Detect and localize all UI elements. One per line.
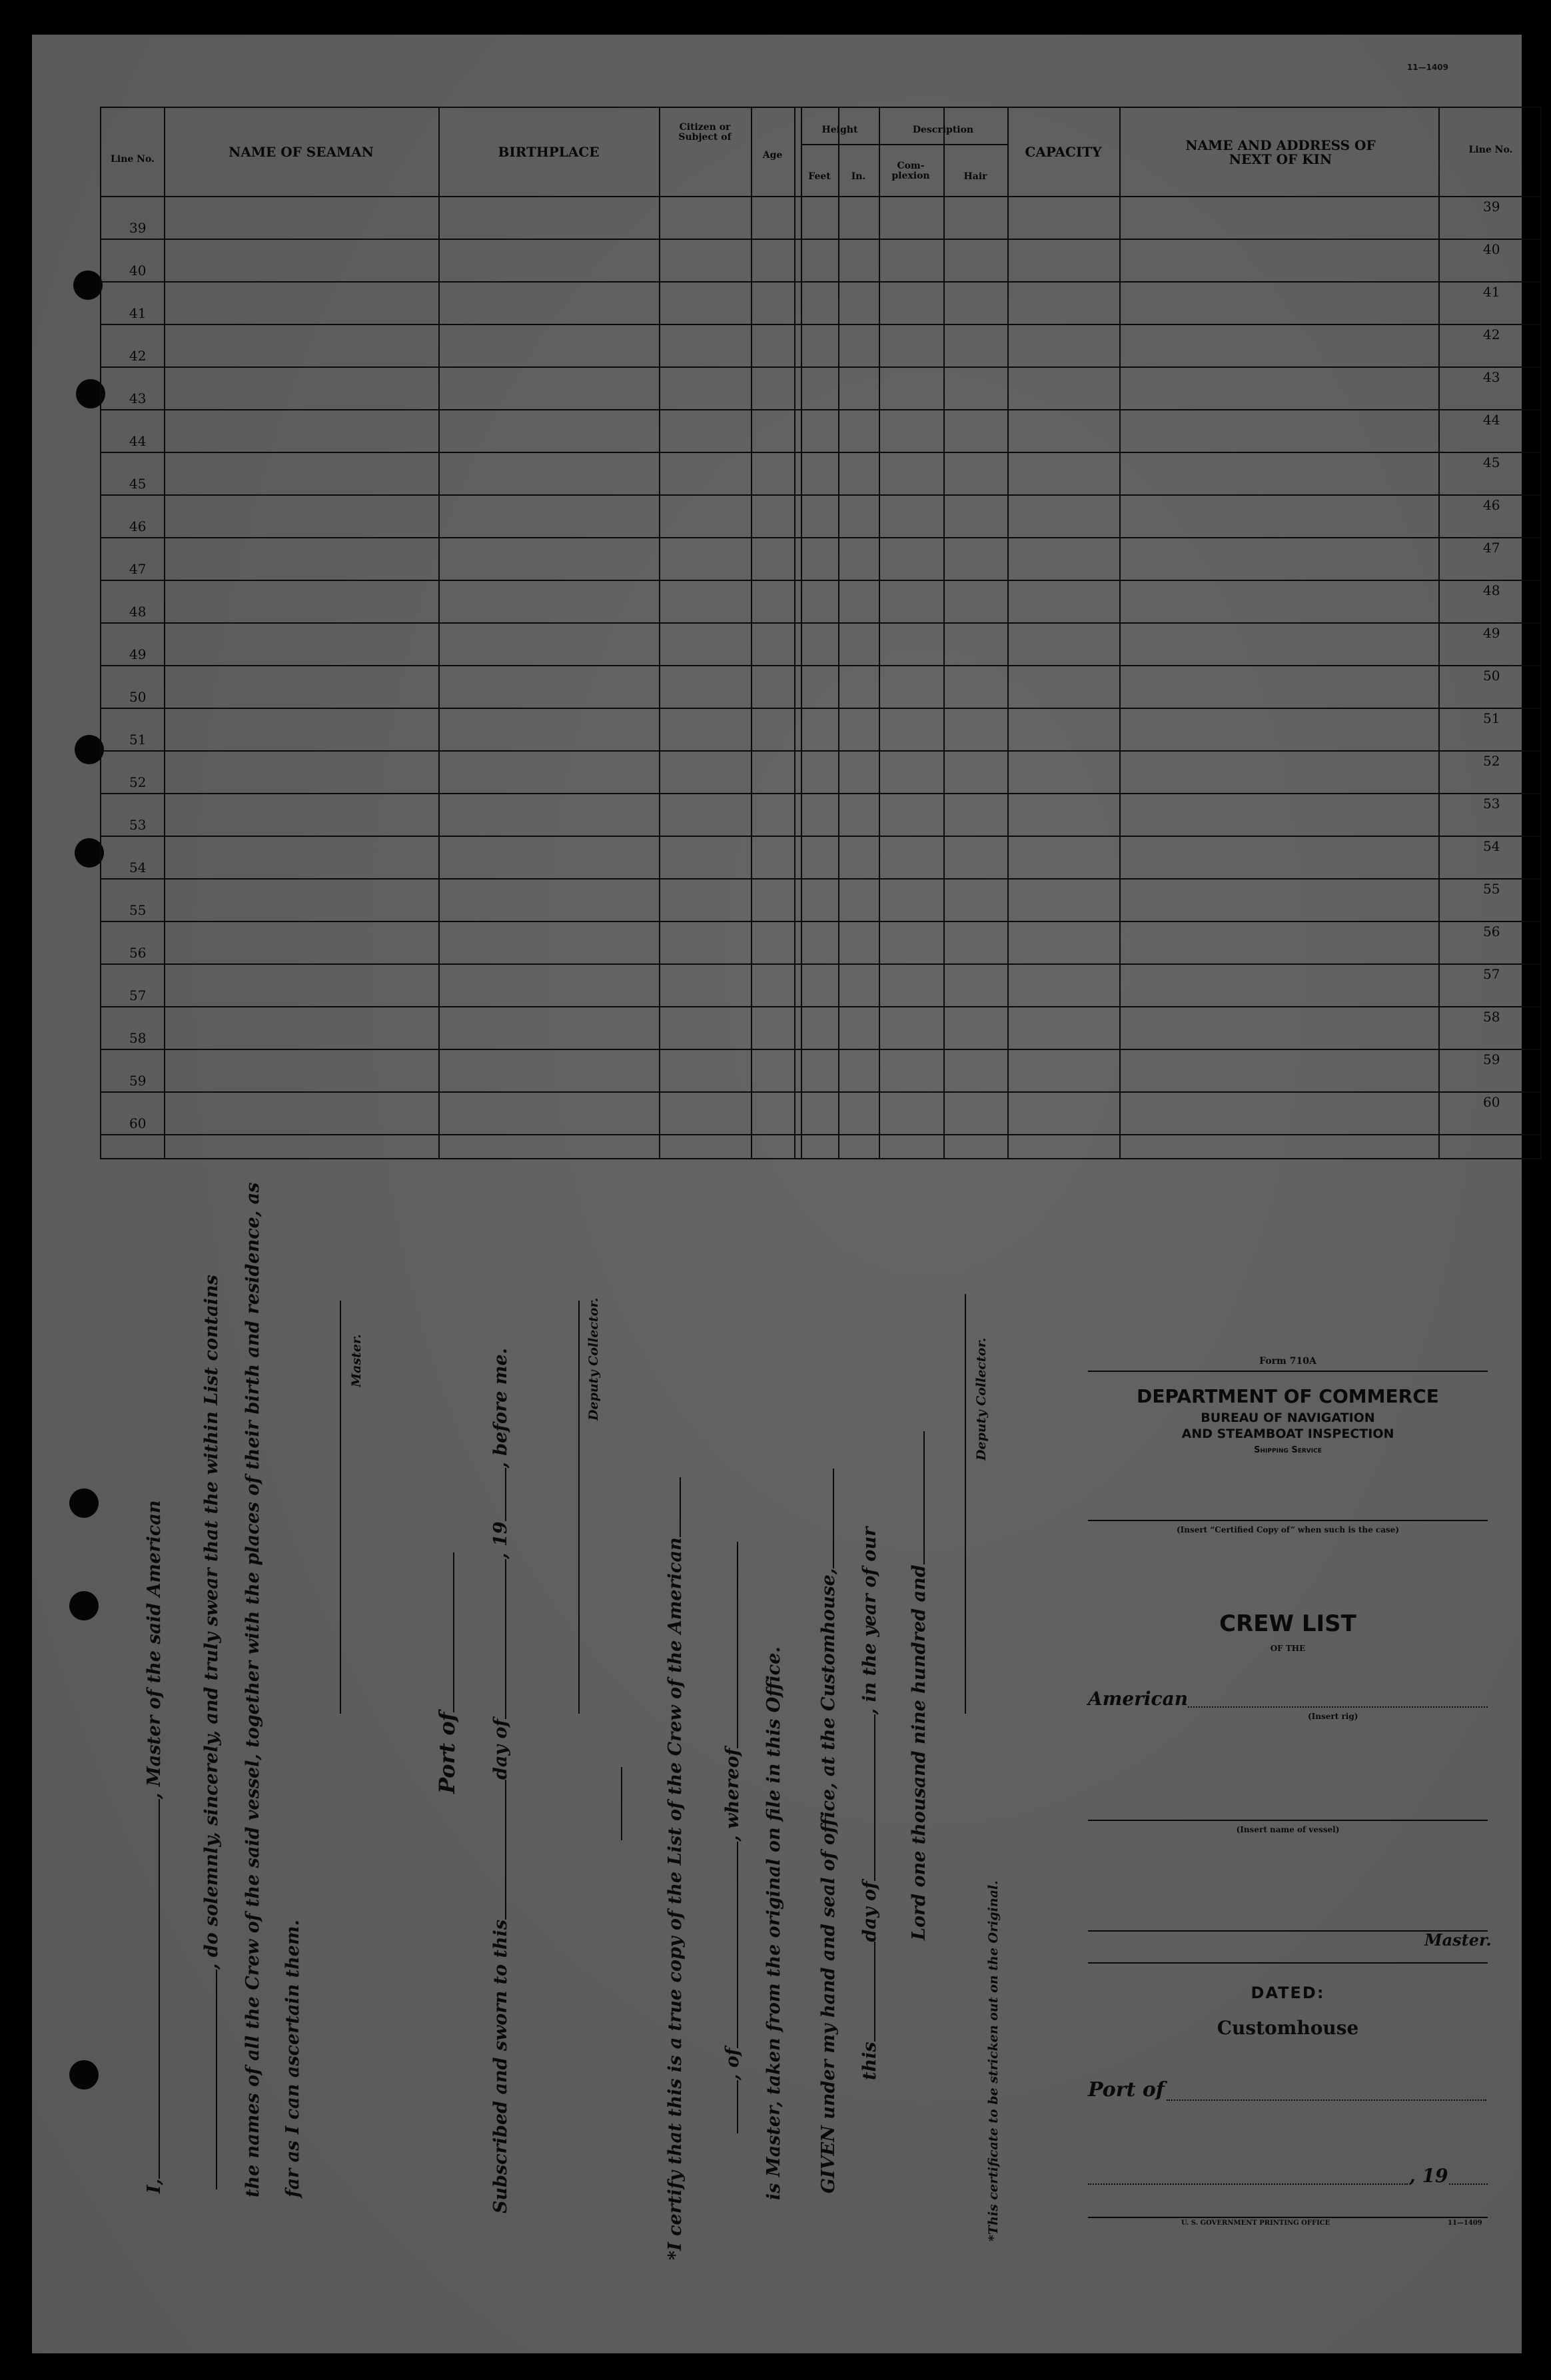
header-feet: Feet <box>808 171 831 182</box>
line-number-right: 42 <box>1483 326 1500 342</box>
date-line <box>1088 2183 1408 2185</box>
header-name-of-seaman: NAME OF SEAMAN <box>229 144 374 160</box>
line-number-right: 48 <box>1483 582 1500 598</box>
table-row <box>101 580 1540 581</box>
line-number-right: 44 <box>1483 412 1500 428</box>
certificate-footnote: *This certificate to be stricken out on the Original. <box>986 1880 1001 2241</box>
line-number-right: 60 <box>1483 1094 1500 1110</box>
port-of-right-line <box>1167 2099 1486 2101</box>
oath-line-1 <box>144 1500 165 2193</box>
deputy-collector-label-2: Deputy Collector. <box>974 1337 989 1461</box>
seal-line <box>621 1767 622 1840</box>
line-number-left: 54 <box>129 860 147 876</box>
line-number-left: 55 <box>129 902 147 918</box>
rig-line <box>1188 1706 1488 1708</box>
printer-label: U. S. GOVERNMENT PRINTING OFFICE <box>1181 2219 1330 2227</box>
certified-copy-line <box>1088 1520 1488 1521</box>
header-line-no-right: Line No. <box>1468 145 1513 155</box>
table-row <box>101 366 1540 368</box>
table-row <box>101 1006 1540 1007</box>
table-row <box>101 494 1540 496</box>
port-of-right-label: Port of <box>1088 2078 1165 2101</box>
header-birthplace: BIRTHPLACE <box>498 144 600 160</box>
bureau-line-1: BUREAU OF NAVIGATION <box>1201 1411 1375 1425</box>
shipping-service: Shipping Service <box>1254 1445 1322 1455</box>
line-number-right: 41 <box>1483 284 1500 300</box>
oath-l2: , do solemnly, sincerely, and truly swear that the within List contains <box>201 1275 222 1970</box>
header-age: Age <box>762 150 783 161</box>
american-label: American <box>1088 1688 1189 1710</box>
table-row <box>101 793 1540 794</box>
table-row <box>101 963 1540 965</box>
line-number-right: 52 <box>1483 753 1500 769</box>
lord-line: Lord one thousand nine hundred and <box>909 1431 929 1940</box>
deputy-signature-line-2 <box>965 1294 966 1714</box>
line-number-right: 45 <box>1483 454 1500 470</box>
of-whereof-line: , of, whereof <box>722 1542 743 2133</box>
table-row <box>101 665 1540 666</box>
table-row <box>101 878 1540 880</box>
line-number-left: 57 <box>129 987 147 1003</box>
line-number-right: 58 <box>1483 1009 1500 1025</box>
oath-l4: far as I can ascertain them. <box>282 1920 303 2197</box>
vessel-name-line <box>1088 1820 1488 1821</box>
master-signature-line <box>340 1301 341 1714</box>
insert-certified-note: (Insert “Certified Copy of” when such is the case) <box>1176 1525 1400 1534</box>
port-of-label: Port of <box>434 1552 460 1794</box>
table-row <box>101 1091 1540 1093</box>
oath-line-2 <box>201 1275 222 2189</box>
punch-hole <box>73 271 103 300</box>
table-row <box>101 537 1540 538</box>
table-row <box>101 750 1540 752</box>
oath-l1b: , Master of the said American <box>144 1500 165 1799</box>
form-code-bottom: 11—1409 <box>1448 2219 1482 2227</box>
table-row <box>101 452 1540 453</box>
line-number-left: 40 <box>129 263 147 279</box>
cover-form <box>1088 1311 1514 2243</box>
header-complexion: Com- plexion <box>891 161 930 181</box>
this-day-line: thisday of, in the year of our <box>859 1526 880 2080</box>
oath-line-4 <box>282 1920 303 2197</box>
line-number-right: 43 <box>1483 369 1500 385</box>
document-sheet <box>32 35 1522 2353</box>
line-number-left: 45 <box>129 476 147 492</box>
line-number-right: 55 <box>1483 881 1500 897</box>
table-row <box>101 622 1540 624</box>
table-row <box>101 1049 1540 1050</box>
line-number-right: 56 <box>1483 923 1500 939</box>
header-height: Height <box>821 125 858 135</box>
table-row <box>101 836 1540 837</box>
deputy-signature-line-1 <box>578 1301 580 1714</box>
line-number-left: 46 <box>129 518 147 534</box>
given-line: GIVEN under my hand and seal of office, at the Customhouse, <box>818 1469 839 2193</box>
header-next-of-kin: NAME AND ADDRESS OF NEXT OF KIN <box>1185 137 1376 167</box>
line-number-right: 49 <box>1483 625 1500 641</box>
oath-line-3 <box>243 1183 263 2197</box>
header-description: Description <box>912 125 974 135</box>
line-number-right: 51 <box>1483 710 1500 726</box>
oath-l3: the names of all the Crew of the said vessel, together with the places of their birth and residence, as <box>243 1182 263 2197</box>
header-line-no: Line No. <box>111 154 155 165</box>
header-inches: In. <box>851 171 866 182</box>
table-row <box>101 324 1540 325</box>
of-the-label: OF THE <box>1270 1644 1306 1653</box>
table-row <box>101 921 1540 922</box>
header-citizen: Citizen or Subject of <box>678 122 732 143</box>
bureau-line-2: AND STEAMBOAT INSPECTION <box>1181 1427 1394 1441</box>
header-capacity: CAPACITY <box>1025 144 1102 160</box>
punch-hole <box>69 1488 99 1518</box>
punch-hole <box>69 1591 99 1620</box>
line-number-left: 47 <box>129 561 147 577</box>
master-label: Master. <box>1424 1930 1492 1950</box>
line-number-right: 54 <box>1483 838 1500 854</box>
crew-table <box>100 107 1542 1159</box>
certify-line: *I certify that this is a true copy of the List of the Crew of the American <box>665 1477 686 2260</box>
subscribed-line: Subscribed and sworn to thisday of, 19, before me. <box>490 1348 511 2213</box>
line-number-left: 42 <box>129 348 147 364</box>
line-number-left: 43 <box>129 390 147 406</box>
deputy-collector-label-1: Deputy Collector. <box>586 1297 601 1421</box>
line-number-left: 56 <box>129 945 147 961</box>
department-title: DEPARTMENT OF COMMERCE <box>1137 1385 1439 1407</box>
form-number: Form 710A <box>1259 1356 1316 1367</box>
dated-label: DATED: <box>1251 1984 1325 2002</box>
line-number-right: 50 <box>1483 668 1500 684</box>
line-number-right: 59 <box>1483 1051 1500 1067</box>
line-number-left: 48 <box>129 604 147 620</box>
is-master-line: is Master, taken from the original on file in this Office. <box>764 1646 784 2200</box>
table-row <box>101 708 1540 709</box>
customhouse-label: Customhouse <box>1217 2017 1359 2039</box>
master-signature-label: Master. <box>349 1334 364 1387</box>
insert-rig-note: (Insert rig) <box>1308 1712 1358 1721</box>
table-row <box>101 239 1540 240</box>
header-hair: Hair <box>963 171 987 182</box>
line-number-right: 53 <box>1483 796 1500 812</box>
line-number-right: 39 <box>1483 199 1500 215</box>
crew-list-title: CREW LIST <box>1219 1610 1356 1637</box>
line-number-right: 57 <box>1483 966 1500 982</box>
line-number-left: 52 <box>129 774 147 790</box>
table-row <box>101 281 1540 283</box>
line-number-left: 53 <box>129 817 147 833</box>
oath-l1a: I, <box>144 2178 165 2193</box>
line-number-left: 58 <box>129 1030 147 1046</box>
line-number-right: 47 <box>1483 540 1500 556</box>
form-code-top: 11—1409 <box>1406 63 1448 72</box>
insert-name-note: (Insert name of vessel) <box>1236 1825 1340 1834</box>
line-number-left: 49 <box>129 646 147 662</box>
line-number-left: 59 <box>129 1073 147 1089</box>
line-number-left: 41 <box>129 305 147 321</box>
table-row <box>101 409 1540 410</box>
line-number-left: 51 <box>129 732 147 748</box>
line-number-left: 60 <box>129 1115 147 1131</box>
line-number-left: 50 <box>129 689 147 705</box>
line-number-right: 46 <box>1483 497 1500 513</box>
year-19-label: , 19 <box>1409 2165 1448 2187</box>
punch-hole <box>69 2060 99 2089</box>
line-number-right: 40 <box>1483 241 1500 257</box>
line-number-left: 44 <box>129 433 147 449</box>
table-row <box>101 1134 1540 1135</box>
line-number-left: 39 <box>129 220 147 236</box>
